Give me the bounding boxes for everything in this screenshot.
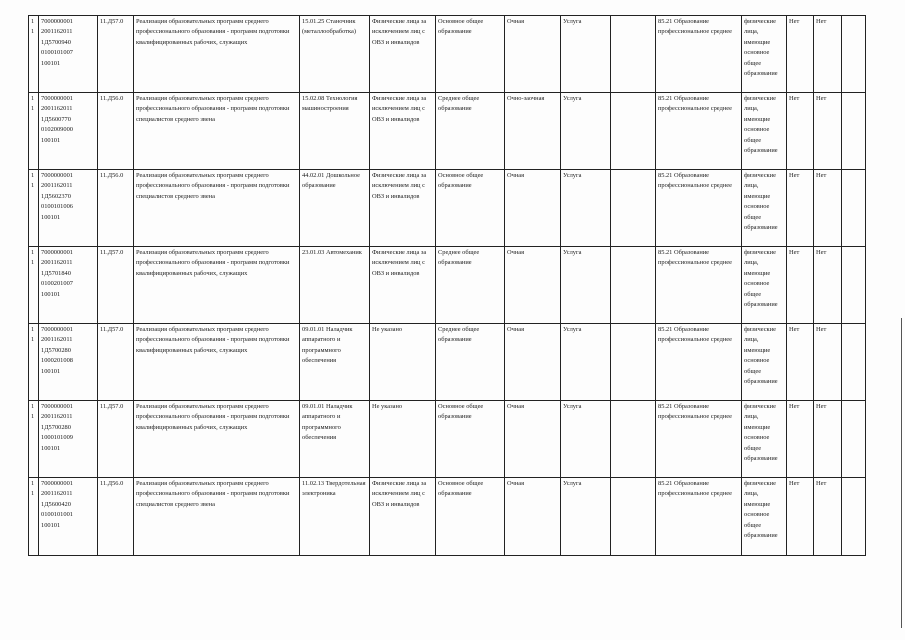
registry-code-line: 100101 [41, 521, 61, 529]
empty-cell [842, 478, 866, 556]
registry-code-line: 2001162011 [41, 28, 73, 36]
registry-code-line: 1Д5700940 [41, 38, 71, 46]
registry-code-cell [39, 324, 98, 401]
empty-cell [611, 93, 656, 170]
consumers-cell: Физические лица за исключением лиц с ОВЗ и инвалидов [370, 478, 436, 556]
empty-cell [611, 170, 656, 247]
empty-cell [842, 93, 866, 170]
service-name-cell: Реализация образовательных программ среднего профессионального образования - программ подготовки квалифицированных рабочих, служащих [134, 324, 300, 401]
registry-code-cell [39, 170, 98, 247]
registry-code-cell [39, 247, 98, 324]
education-level-cell: Основное общее образование [436, 170, 505, 247]
specialty-cell: 44.02.01 Дошкольное образование [300, 170, 370, 247]
registry-code-line: 0100201007 [41, 280, 73, 288]
registry-code-cell [39, 16, 98, 93]
category-cell: физические лица, имеющие основное общее образование [742, 478, 787, 556]
empty-cell [842, 16, 866, 93]
empty-cell [611, 16, 656, 93]
registry-code-line: 100101 [41, 213, 61, 221]
service-name-cell: Реализация образовательных программ среднего профессионального образования - программ подготовки квалифицированных рабочих, служащих [134, 247, 300, 324]
registry-code-line: 0100101001 [41, 511, 73, 519]
study-form-cell: Очная [505, 16, 561, 93]
registry-code-line: 7000000001 [41, 18, 73, 25]
flag1-cell: Нет [787, 401, 814, 478]
registry-code-line: 7000000001 [41, 249, 73, 256]
service-type-cell: Услуга [561, 16, 611, 93]
consumers-cell: Не указано [370, 401, 436, 478]
flag2-cell: Нет [814, 247, 842, 324]
category-cell: физические лица, имеющие основное общее образование [742, 247, 787, 324]
education-level-cell: Среднее общее образование [436, 324, 505, 401]
consumers-cell: Физические лица за исключением лиц с ОВЗ и инвалидов [370, 247, 436, 324]
registry-code-line: 1Д5602370 [41, 192, 71, 200]
service-name-cell: Реализация образовательных программ среднего профессионального образования - программ подготовки специалистов среднего звена [134, 170, 300, 247]
okved-cell: 85.21 Образование профессиональное среднее [656, 324, 742, 401]
registry-code-line: 1Д5700280 [41, 423, 71, 431]
service-type-cell: Услуга [561, 170, 611, 247]
registry-code-line: 7000000001 [41, 403, 73, 410]
service-kind-code-cell: 11.Д57.0 [98, 247, 134, 324]
table-row [29, 401, 866, 478]
service-kind-code-cell: 11.Д57.0 [98, 401, 134, 478]
specialty-cell: 15.01.25 Станочник (металлообработка) [300, 16, 370, 93]
okved-cell: 85.21 Образование профессиональное среднее [656, 170, 742, 247]
flag1-cell: Нет [787, 324, 814, 401]
category-cell: физические лица, имеющие основное общее образование [742, 324, 787, 401]
consumers-cell: Не указано [370, 324, 436, 401]
table-row [29, 93, 866, 170]
consumers-cell: Физические лица за исключением лиц с ОВЗ и инвалидов [370, 93, 436, 170]
education-level-cell: Основное общее образование [436, 401, 505, 478]
registry-code-line: 2001162011 [41, 182, 73, 190]
service-kind-code-cell: 11.Д57.0 [98, 324, 134, 401]
flag1-cell: Нет [787, 478, 814, 556]
flag1-cell: Нет [787, 170, 814, 247]
registry-code-line: 100101 [41, 136, 61, 144]
empty-cell [842, 401, 866, 478]
okved-cell: 85.21 Образование профессиональное среднее [656, 401, 742, 478]
registry-code-line: 2001162011 [41, 336, 73, 344]
registry-code-line: 100101 [41, 290, 61, 298]
row-number-cell: 11 [29, 170, 39, 247]
study-form-cell: Очно-заочная [505, 93, 561, 170]
registry-code-line: 0102009000 [41, 126, 73, 134]
education-level-cell: Основное общее образование [436, 16, 505, 93]
service-kind-code-cell: 11.Д57.0 [98, 16, 134, 93]
specialty-cell: 23.01.03 Автомеханик [300, 247, 370, 324]
registry-code-line: 0100101006 [41, 203, 73, 211]
empty-cell [842, 324, 866, 401]
empty-cell [611, 401, 656, 478]
flag2-cell: Нет [814, 478, 842, 556]
scan-edge-line [901, 318, 902, 628]
study-form-cell: Очная [505, 170, 561, 247]
registry-code-line: 1000101009 [41, 434, 73, 442]
registry-code-line: 7000000001 [41, 326, 73, 333]
row-number-cell: 11 [29, 324, 39, 401]
registry-code-line: 100101 [41, 59, 61, 67]
registry-code-line: 0100101007 [41, 49, 73, 57]
service-kind-code-cell: 11.Д56.0 [98, 170, 134, 247]
education-level-cell: Среднее общее образование [436, 247, 505, 324]
flag2-cell: Нет [814, 93, 842, 170]
flag1-cell: Нет [787, 16, 814, 93]
services-registry-table [28, 15, 866, 556]
registry-code-line: 1Д5700280 [41, 346, 71, 354]
registry-code-line: 1Д5600770 [41, 115, 71, 123]
study-form-cell: Очная [505, 247, 561, 324]
okved-cell: 85.21 Образование профессиональное среднее [656, 16, 742, 93]
education-level-cell: Среднее общее образование [436, 93, 505, 170]
specialty-cell: 11.02.13 Твердотельная электроника [300, 478, 370, 556]
service-kind-code-cell: 11.Д56.0 [98, 93, 134, 170]
row-number-cell: 11 [29, 401, 39, 478]
study-form-cell: Очная [505, 478, 561, 556]
registry-code-line: 1Д5701840 [41, 269, 71, 277]
row-number-cell: 11 [29, 93, 39, 170]
service-type-cell: Услуга [561, 478, 611, 556]
table-row [29, 478, 866, 556]
specialty-cell: 09.01.01 Наладчик аппаратного и программного обеспечения [300, 401, 370, 478]
service-type-cell: Услуга [561, 247, 611, 324]
consumers-cell: Физические лица за исключением лиц с ОВЗ и инвалидов [370, 16, 436, 93]
registry-code-line: 7000000001 [41, 95, 73, 102]
row-number-cell: 11 [29, 16, 39, 93]
table-row [29, 170, 866, 247]
registry-code-line: 2001162011 [41, 259, 73, 267]
registry-code-cell [39, 93, 98, 170]
service-type-cell: Услуга [561, 324, 611, 401]
service-kind-code-cell: 11.Д56.0 [98, 478, 134, 556]
empty-cell [842, 170, 866, 247]
row-number-cell: 11 [29, 478, 39, 556]
registry-code-line: 2001162011 [41, 413, 73, 421]
flag2-cell: Нет [814, 16, 842, 93]
empty-cell [842, 247, 866, 324]
okved-cell: 85.21 Образование профессиональное среднее [656, 93, 742, 170]
service-name-cell: Реализация образовательных программ среднего профессионального образования - программ подготовки квалифицированных рабочих, служащих [134, 16, 300, 93]
registry-code-line: 2001162011 [41, 105, 73, 113]
empty-cell [611, 247, 656, 324]
registry-code-line: 7000000001 [41, 172, 73, 179]
table-row [29, 324, 866, 401]
service-name-cell: Реализация образовательных программ среднего профессионального образования - программ подготовки специалистов среднего звена [134, 478, 300, 556]
okved-cell: 85.21 Образование профессиональное среднее [656, 478, 742, 556]
service-name-cell: Реализация образовательных программ среднего профессионального образования - программ подготовки специалистов среднего звена [134, 93, 300, 170]
table-row [29, 16, 866, 93]
registry-code-line: 1Д5600420 [41, 500, 71, 508]
table-body [29, 16, 866, 556]
specialty-cell: 15.02.08 Технология машиностроения [300, 93, 370, 170]
flag1-cell: Нет [787, 93, 814, 170]
registry-code-line: 100101 [41, 444, 61, 452]
okved-cell: 85.21 Образование профессиональное среднее [656, 247, 742, 324]
flag2-cell: Нет [814, 324, 842, 401]
registry-code-line: 2001162011 [41, 490, 73, 498]
registry-code-cell [39, 478, 98, 556]
registry-code-line: 7000000001 [41, 480, 73, 487]
consumers-cell: Физические лица за исключением лиц с ОВЗ и инвалидов [370, 170, 436, 247]
table-row [29, 247, 866, 324]
category-cell: физические лица, имеющие основное общее образование [742, 170, 787, 247]
study-form-cell: Очная [505, 324, 561, 401]
category-cell: физические лица, имеющие основное общее образование [742, 16, 787, 93]
empty-cell [611, 324, 656, 401]
service-name-cell: Реализация образовательных программ среднего профессионального образования - программ подготовки квалифицированных рабочих, служащих [134, 401, 300, 478]
category-cell: физические лица, имеющие основное общее образование [742, 401, 787, 478]
registry-code-line: 1000201008 [41, 357, 73, 365]
empty-cell [611, 478, 656, 556]
service-type-cell: Услуга [561, 93, 611, 170]
service-type-cell: Услуга [561, 401, 611, 478]
registry-code-line: 100101 [41, 367, 61, 375]
education-level-cell: Основное общее образование [436, 478, 505, 556]
row-number-cell: 11 [29, 247, 39, 324]
registry-code-cell [39, 401, 98, 478]
specialty-cell: 09.01.01 Наладчик аппаратного и программного обеспечения [300, 324, 370, 401]
flag2-cell: Нет [814, 170, 842, 247]
flag1-cell: Нет [787, 247, 814, 324]
study-form-cell: Очная [505, 401, 561, 478]
category-cell: физические лица, имеющие основное общее образование [742, 93, 787, 170]
flag2-cell: Нет [814, 401, 842, 478]
